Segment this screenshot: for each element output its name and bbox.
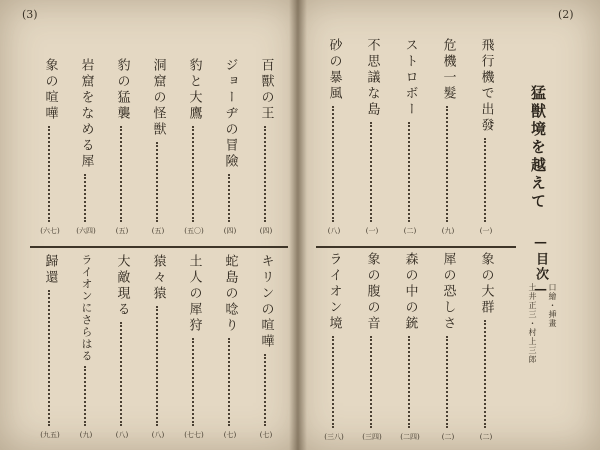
toc-entry-title: キリンの喧嘩 — [258, 254, 274, 350]
toc-entry-page: (九) — [79, 431, 93, 439]
toc-entry — [398, 38, 422, 236]
toc-entry-title: 不思議な島 — [364, 38, 380, 118]
toc-entry — [74, 58, 98, 236]
toc-entry-page: (五) — [151, 227, 165, 235]
toc-entry-page: (三八) — [324, 433, 344, 441]
toc-entry — [360, 252, 384, 442]
right-divider-rule — [316, 246, 516, 248]
toc-entry — [110, 58, 134, 236]
leader-dots — [228, 174, 232, 222]
leader-dots — [192, 126, 196, 222]
toc-entry — [436, 38, 460, 236]
toc-entry-title: 犀の恐しさ — [440, 252, 456, 332]
credit-line: 口繪・挿畫 — [548, 283, 557, 328]
leader-dots — [408, 122, 412, 222]
toc-entry — [436, 252, 460, 442]
toc-entry-page: (四) — [223, 227, 237, 235]
leader-dots — [228, 338, 232, 426]
toc-entry-page: (九五) — [40, 431, 60, 439]
credit-line: 土井正三・村上三郎 — [528, 283, 537, 364]
toc-entry-page: (八) — [151, 431, 165, 439]
toc-entry — [38, 254, 62, 440]
toc-entry-page: (五) — [115, 227, 129, 235]
toc-entry-page: (五〇) — [184, 227, 204, 235]
toc-entry — [146, 58, 170, 236]
toc-entry-title: 飛行機で出發 — [478, 38, 494, 134]
toc-entry-page: (二) — [403, 227, 417, 235]
toc-entry — [182, 254, 206, 440]
toc-entry-page: (二四) — [400, 433, 420, 441]
leader-dots — [120, 322, 124, 426]
toc-entry-page: (一) — [365, 227, 379, 235]
toc-entry — [322, 252, 346, 442]
leader-dots — [446, 336, 450, 428]
toc-entry — [74, 254, 98, 440]
toc-entry-title: 象の喧嘩 — [42, 58, 58, 122]
illustration-credits — [525, 283, 565, 433]
toc-entry-title: 象の大群 — [478, 252, 494, 316]
leader-dots — [120, 126, 124, 222]
toc-entry-page: (四) — [259, 227, 273, 235]
toc-entry — [398, 252, 422, 442]
title-block — [518, 65, 568, 299]
toc-entry — [360, 38, 384, 236]
toc-entry-page: (二) — [441, 433, 455, 441]
toc-entry-page: (六四) — [76, 227, 96, 235]
toc-entry-title: 象の腹の音 — [364, 252, 380, 332]
toc-entry — [474, 38, 498, 236]
toc-entry-title: ライオンにさらはる — [80, 254, 93, 362]
toc-entry-page: (八) — [115, 431, 129, 439]
right-page-number: (2) — [558, 8, 574, 21]
toc-entry-page: (七) — [259, 431, 273, 439]
toc-entry — [322, 38, 346, 236]
toc-entry-page: (七) — [223, 431, 237, 439]
leader-dots — [156, 306, 160, 426]
left-divider-rule — [30, 246, 288, 248]
leader-dots — [484, 138, 488, 222]
leader-dots — [370, 122, 374, 222]
toc-entry-page: (六七) — [40, 227, 60, 235]
toc-entry — [218, 254, 242, 440]
toc-entry-title: 危機一髮 — [440, 38, 456, 102]
toc-entry-page: (九) — [441, 227, 455, 235]
leader-dots — [484, 320, 488, 428]
left-page-number: (3) — [22, 8, 38, 21]
leader-dots — [84, 366, 88, 426]
leader-dots — [370, 336, 374, 428]
toc-entry-title: 森の中の銃 — [402, 252, 418, 332]
toc-entry — [146, 254, 170, 440]
leader-dots — [332, 106, 336, 222]
toc-entry-title: 猿々猿 — [150, 254, 166, 302]
toc-entry-title: 岩窟をなめる犀 — [78, 58, 94, 170]
contents-heading: —目次— — [533, 235, 548, 299]
leader-dots — [408, 336, 412, 428]
leader-dots — [264, 126, 268, 222]
toc-entry — [254, 254, 278, 440]
toc-entry-title: 豹の猛襲 — [114, 58, 130, 122]
leader-dots — [156, 142, 160, 222]
toc-entry-title: 蛇島の唸り — [222, 254, 238, 334]
toc-entry-page: (一) — [479, 227, 493, 235]
leader-dots — [446, 106, 450, 222]
toc-entry-title: 豹と大鷹 — [186, 58, 202, 122]
leader-dots — [332, 336, 336, 428]
toc-entry-title: 百獸の王 — [258, 58, 274, 122]
toc-entry — [110, 254, 134, 440]
leader-dots — [84, 174, 88, 222]
toc-entry-page: (七七) — [184, 431, 204, 439]
toc-entry-title: 洞窟の怪獣 — [150, 58, 166, 138]
toc-entry — [218, 58, 242, 236]
toc-entry-title: ストロボー — [402, 38, 418, 118]
toc-entry-title: ジョーヂの冒險 — [222, 58, 238, 170]
toc-entry-page: (三四) — [362, 433, 382, 441]
leader-dots — [264, 354, 268, 426]
toc-entry-page: (二) — [479, 433, 493, 441]
book-title: 猛獣境を越えて — [529, 85, 547, 211]
toc-entry — [254, 58, 278, 236]
book-gutter — [289, 0, 307, 450]
leader-dots — [192, 338, 196, 426]
leader-dots — [48, 290, 52, 426]
toc-entry-title: 土人の犀狩 — [186, 254, 202, 334]
toc-entry — [38, 58, 62, 236]
toc-entry-title: 砂の暴風 — [326, 38, 342, 102]
toc-entry-page: (八) — [327, 227, 341, 235]
toc-entry — [182, 58, 206, 236]
leader-dots — [48, 126, 52, 222]
toc-entry-title: ライオン境 — [326, 252, 342, 332]
toc-entry — [474, 252, 498, 442]
toc-entry-title: 大敵現る — [114, 254, 130, 318]
toc-entry-title: 歸還 — [42, 254, 58, 286]
